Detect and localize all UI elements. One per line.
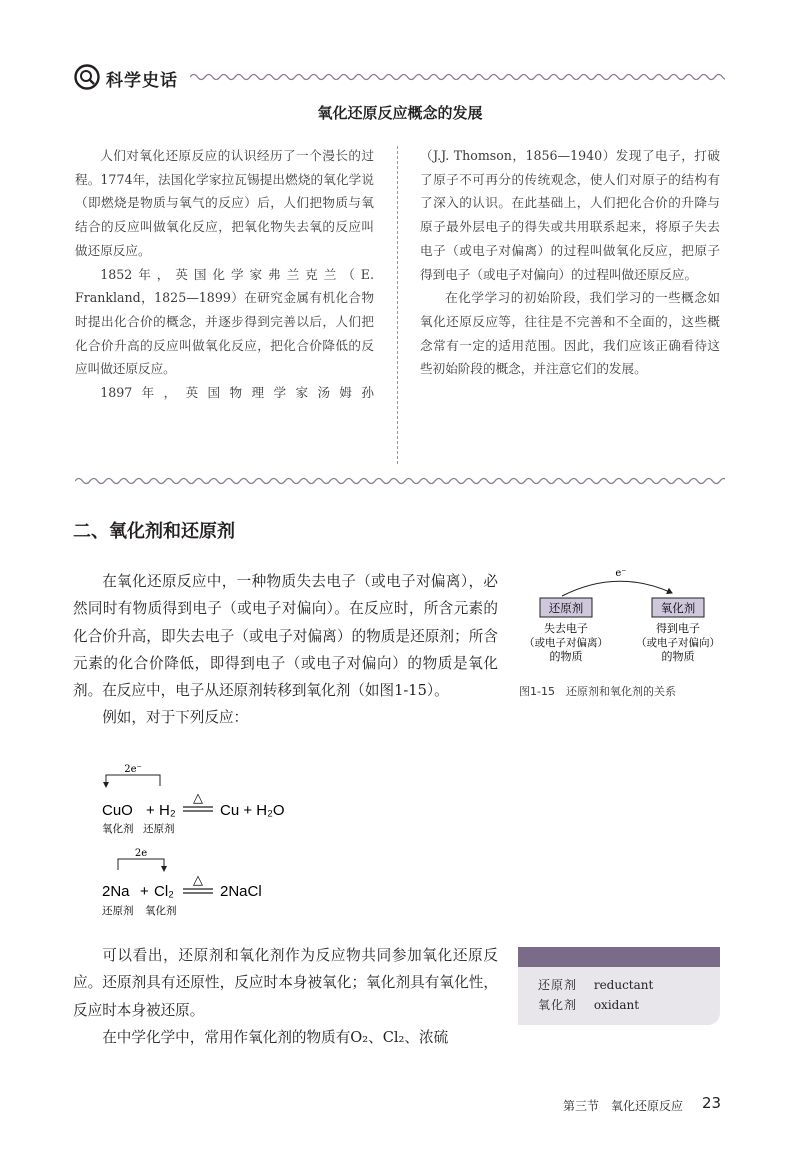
section-title: 二、氧化剂和还原剂 — [73, 521, 235, 542]
label-oxidant: 氧化剂 — [145, 905, 177, 917]
top-wave-divider — [190, 70, 725, 84]
glossary-term-en: oxidant — [593, 998, 640, 1012]
electron-transfer-label: 2e — [134, 848, 148, 859]
svg-text:+: + — [146, 802, 155, 819]
glossary-row — [538, 976, 653, 993]
bottom-wave-divider — [75, 474, 725, 488]
glossary-term-en: reductant — [593, 978, 654, 992]
svg-text:+: + — [140, 883, 149, 900]
history-left-column — [75, 144, 374, 405]
reductant-desc-3: 的物质 — [549, 650, 583, 663]
reductant-desc-1: 失去电子 — [544, 622, 588, 635]
oxidant-box-label: 氧化剂 — [660, 601, 696, 615]
electron-transfer-arrow — [562, 581, 672, 596]
electron-bracket — [118, 859, 164, 870]
oxidant-desc-3: 的物质 — [661, 650, 695, 663]
figure-reductant-oxidant — [520, 560, 740, 700]
paragraph-definition: 在氧化还原反应中，一种物质失去电子（或电子对偏离），必然同时有物质得到电子（或电子对偏向）。在反应时，所含元素的化合价升高，即失去电子（或电子对偏离）的物质是还原剂；所含元素的化合价降低，即得到电子（或电子对偏向）的物质是氧化剂。在反应中，电子从还原剂转移到氧化剂（如图1-15）。 — [73, 573, 498, 700]
glossary-box — [518, 947, 720, 1025]
electron-bracket — [106, 775, 160, 786]
section-body-1 — [73, 568, 498, 732]
glossary-term-zh: 氧化剂 — [538, 998, 578, 1012]
glossary-header-bar — [518, 947, 720, 967]
section-body-2 — [73, 942, 498, 1051]
paragraph-common-oxidants: 在中学化学中，常用作氧化剂的物质有O₂、Cl₂、浓硫 — [102, 1028, 449, 1046]
products: Cu + H₂O — [220, 802, 285, 819]
reactant-cuo: CuO — [102, 802, 133, 819]
heat-condition: △ — [193, 873, 203, 888]
history-paragraph-2: 1852年，英国化学家弗兰克兰（E. Frankland，1825—1899）在研究金属有机化合物时提出化合价的概念，并逐步得到完善以后，人们把化合价升高的反应叫做氧化反应，把化合价降低的反应叫做还原反应。 — [75, 266, 374, 377]
science-history-label: 科学史话 — [106, 71, 178, 91]
history-paragraph-1: 人们对氧化还原反应的认识经历了一个漫长的过程。1774年，法国化学家拉瓦锡提出燃烧的氧化学说（即燃烧是物质与氧气的反应）后，人们把物质与氧结合的反应叫做氧化反应，把氧化物失去氧的反应叫做还原反应。 — [75, 148, 374, 258]
science-history-heading: 氧化还原反应概念的发展 — [317, 104, 483, 122]
paragraph-example-intro: 例如，对于下列反应： — [102, 709, 249, 727]
history-right-column — [420, 144, 720, 381]
label-oxidant: 氧化剂 — [102, 823, 134, 835]
electron-label: e⁻ — [615, 568, 627, 579]
paragraph-conclusion: 可以看出，还原剂和氧化剂作为反应物共同参加氧化还原反应。还原剂具有还原性，反应时本身被氧化；氧化剂具有氧化性，反应时本身被还原。 — [73, 947, 498, 1019]
reductant-desc-2: （或电子对偏离） — [524, 637, 608, 649]
oxidant-desc-1: 得到电子 — [656, 622, 700, 635]
oxidant-desc-2: （或电子对偏向） — [636, 637, 720, 649]
reactant-cl2: Cl₂ — [154, 883, 174, 900]
heat-condition: △ — [193, 791, 203, 806]
column-divider — [397, 146, 398, 464]
figure-caption: 图1-15 还原剂和氧化剂的关系 — [519, 685, 676, 698]
footer-section-title: 第三节 氧化还原反应 — [563, 1099, 684, 1113]
history-paragraph-5: 在化学学习的初始阶段，我们学习的一些概念如氧化还原反应等，往往是不完善和不全面的，这些概念常有一定的适用范围。因此，我们应该正确看待这些初始阶段的概念，并注意它们的发展。 — [420, 290, 720, 377]
equation-na-cl2 — [100, 848, 320, 924]
glossary-term-zh: 还原剂 — [538, 978, 578, 992]
history-paragraph-4: （J.J. Thomson，1856—1940）发现了电子，打破了原子不可再分的传统观念，使人们对原子的结构有了深入的认识。在此基础上，人们把化合价的升降与原子最外层电子的得失或共用联系起来，将原子失去电子（或电子对偏离）的过程叫做氧化反应，把原子得到电子（或电子对偏向）的过程叫做还原反应。 — [420, 148, 720, 282]
reductant-box-label: 还原剂 — [548, 601, 584, 615]
label-reductant: 还原剂 — [102, 905, 134, 917]
history-paragraph-3: 1897年，英国物理学家汤姆孙 — [100, 385, 374, 401]
page-number: 23 — [702, 1094, 722, 1112]
reactant-h2: H₂ — [159, 802, 176, 819]
glossary-row — [538, 996, 639, 1013]
products: 2NaCl — [220, 883, 262, 900]
science-history-icon — [74, 64, 100, 90]
equation-cuo-h2 — [100, 764, 320, 840]
reactant-na: 2Na — [102, 883, 130, 900]
label-reductant: 还原剂 — [143, 823, 175, 835]
electron-transfer-label: 2e⁻ — [124, 764, 142, 775]
